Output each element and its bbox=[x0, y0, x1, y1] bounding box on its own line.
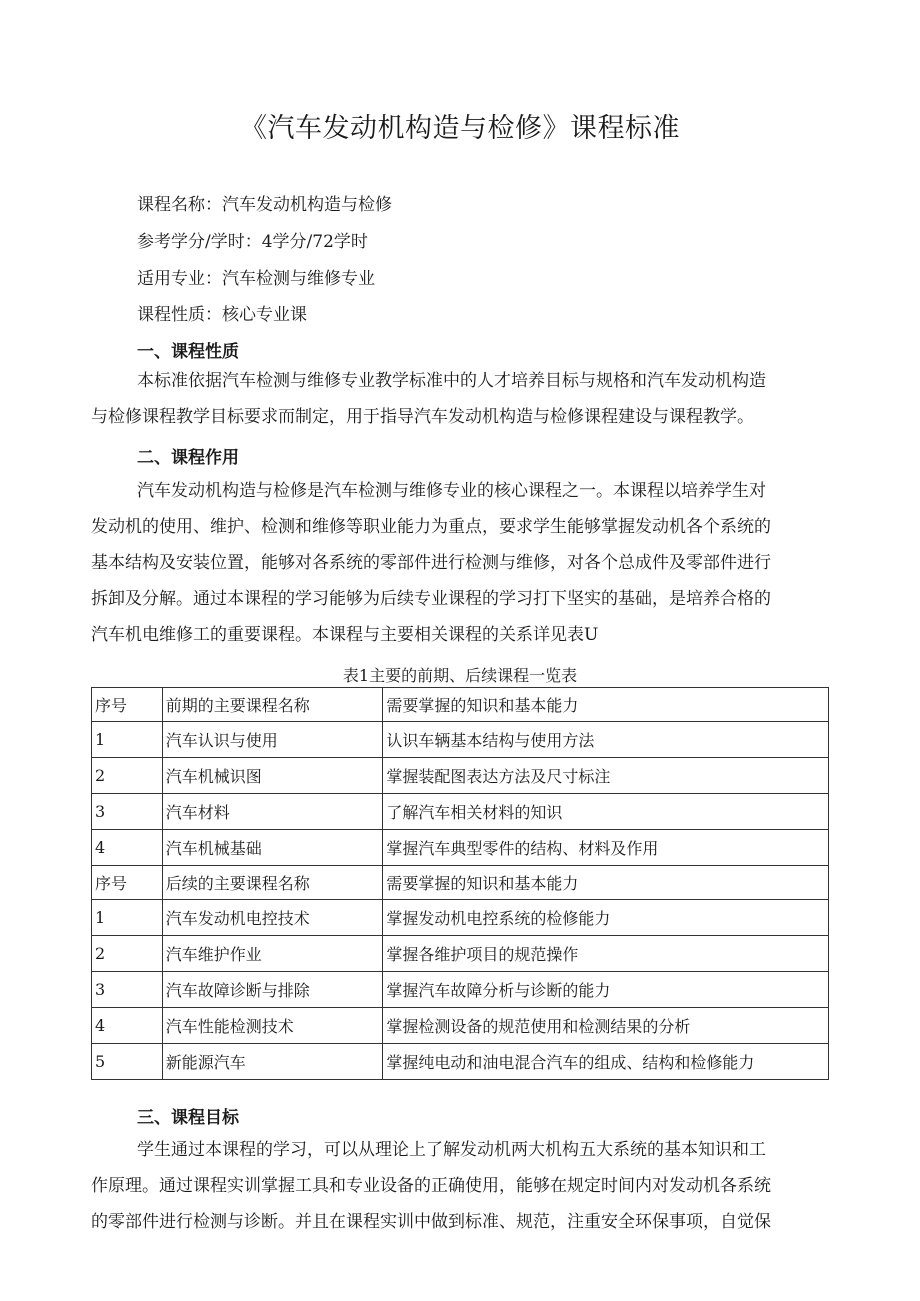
section-heading-nature: 一、课程性质 bbox=[137, 342, 239, 362]
table-row bbox=[92, 758, 829, 794]
paragraph-line: 与检修课程教学目标要求而制定，用于指导汽车发动机构造与检修课程建设与课程教学。 bbox=[91, 407, 754, 427]
section-role-body bbox=[91, 473, 827, 653]
page-title: 《汽车发动机构造与检修》课程标准 bbox=[240, 113, 680, 144]
row-number-cell: 5 bbox=[92, 1044, 163, 1080]
paragraph-line: 学生通过本课程的学习，可以从理论上了解发动机两大机构五大系统的基本知识和工 bbox=[137, 1140, 766, 1160]
table-row bbox=[92, 866, 829, 900]
table-row bbox=[92, 830, 829, 866]
skill-cell: 掌握检测设备的规范使用和检测结果的分析 bbox=[383, 1008, 829, 1044]
course-name-cell: 汽车机械基础 bbox=[162, 830, 383, 866]
course-name: 课程名称：汽车发动机构造与检修 bbox=[137, 195, 392, 215]
paragraph-line: 本标准依据汽车检测与维修专业教学标准中的人才培养目标与规格和汽车发动机构造 bbox=[137, 371, 766, 391]
section-nature-body bbox=[91, 363, 827, 435]
course-name-cell: 汽车性能检测技术 bbox=[162, 1008, 383, 1044]
paragraph-line: 发动机的使用、维护、检测和维修等职业能力为重点，要求学生能够掌握发动机各个系统的 bbox=[91, 517, 771, 537]
skill-cell: 掌握发动机电控系统的检修能力 bbox=[383, 900, 829, 936]
skill-cell: 掌握装配图表达方法及尺寸标注 bbox=[383, 758, 829, 794]
table-row bbox=[92, 936, 829, 972]
row-number-cell: 2 bbox=[92, 936, 163, 972]
skill-cell: 需要掌握的知识和基本能力 bbox=[383, 866, 829, 900]
paragraph-line: 作原理。通过课程实训掌握工具和专业设备的正确使用，能够在规定时间内对发动机各系统 bbox=[91, 1176, 771, 1196]
row-number-cell: 4 bbox=[92, 830, 163, 866]
skill-cell: 掌握纯电动和油电混合汽车的组成、结构和检修能力 bbox=[383, 1044, 829, 1080]
table-row bbox=[92, 972, 829, 1008]
section-goals-body bbox=[91, 1132, 827, 1240]
skill-cell: 掌握各维护项目的规范操作 bbox=[383, 936, 829, 972]
skill-cell: 掌握汽车典型零件的结构、材料及作用 bbox=[383, 830, 829, 866]
paragraph-line: 汽车发动机构造与检修是汽车检测与维修专业的核心课程之一。本课程以培养学生对 bbox=[137, 481, 766, 501]
table-row bbox=[92, 900, 829, 936]
row-number-cell: 4 bbox=[92, 1008, 163, 1044]
skill-cell: 认识车辆基本结构与使用方法 bbox=[383, 722, 829, 758]
course-name-cell: 汽车材料 bbox=[162, 794, 383, 830]
course-major: 适用专业：汽车检测与维修专业 bbox=[137, 269, 375, 289]
course-credits: 参考学分/学时：4学分/72学时 bbox=[137, 232, 368, 252]
table-row bbox=[92, 794, 829, 830]
row-number-cell: 2 bbox=[92, 758, 163, 794]
row-number-cell: 1 bbox=[92, 900, 163, 936]
course-name-cell: 汽车故障诊断与排除 bbox=[162, 972, 383, 1008]
course-type: 课程性质：核心专业课 bbox=[137, 305, 307, 325]
skill-cell: 掌握汽车故障分析与诊断的能力 bbox=[383, 972, 829, 1008]
paragraph-line: 基本结构及安装位置，能够对各系统的零部件进行检测与维修，对各个总成件及零部件进行 bbox=[91, 553, 771, 573]
course-name-cell: 汽车维护作业 bbox=[162, 936, 383, 972]
skill-cell: 了解汽车相关材料的知识 bbox=[383, 794, 829, 830]
course-name-cell: 前期的主要课程名称 bbox=[162, 688, 383, 722]
table-row bbox=[92, 688, 829, 722]
paragraph-line: 拆卸及分解。通过本课程的学习能够为后续专业课程的学习打下坚实的基础，是培养合格的 bbox=[91, 589, 771, 609]
paragraph-line: 的零部件进行检测与诊断。并且在课程实训中做到标准、规范，注重安全环保事项，自觉保 bbox=[91, 1212, 771, 1232]
row-number-cell: 3 bbox=[92, 972, 163, 1008]
skill-cell: 需要掌握的知识和基本能力 bbox=[383, 688, 829, 722]
course-name-cell: 汽车认识与使用 bbox=[162, 722, 383, 758]
course-relation-table bbox=[91, 687, 829, 1080]
table-row bbox=[92, 1008, 829, 1044]
table-row bbox=[92, 722, 829, 758]
paragraph-line: 汽车机电维修工的重要课程。本课程与主要相关课程的关系详见表U bbox=[91, 625, 599, 645]
row-number-cell: 1 bbox=[92, 722, 163, 758]
row-number-cell: 3 bbox=[92, 794, 163, 830]
row-number-cell: 序号 bbox=[92, 866, 163, 900]
course-name-cell: 汽车机械识图 bbox=[162, 758, 383, 794]
course-name-cell: 后续的主要课程名称 bbox=[162, 866, 383, 900]
section-heading-goals: 三、课程目标 bbox=[137, 1108, 239, 1128]
section-heading-role: 二、课程作用 bbox=[137, 448, 239, 468]
row-number-cell: 序号 bbox=[92, 688, 163, 722]
table-caption: 表1主要的前期、后续课程一览表 bbox=[342, 666, 578, 685]
course-name-cell: 汽车发动机电控技术 bbox=[162, 900, 383, 936]
course-name-cell: 新能源汽车 bbox=[162, 1044, 383, 1080]
table-row bbox=[92, 1044, 829, 1080]
